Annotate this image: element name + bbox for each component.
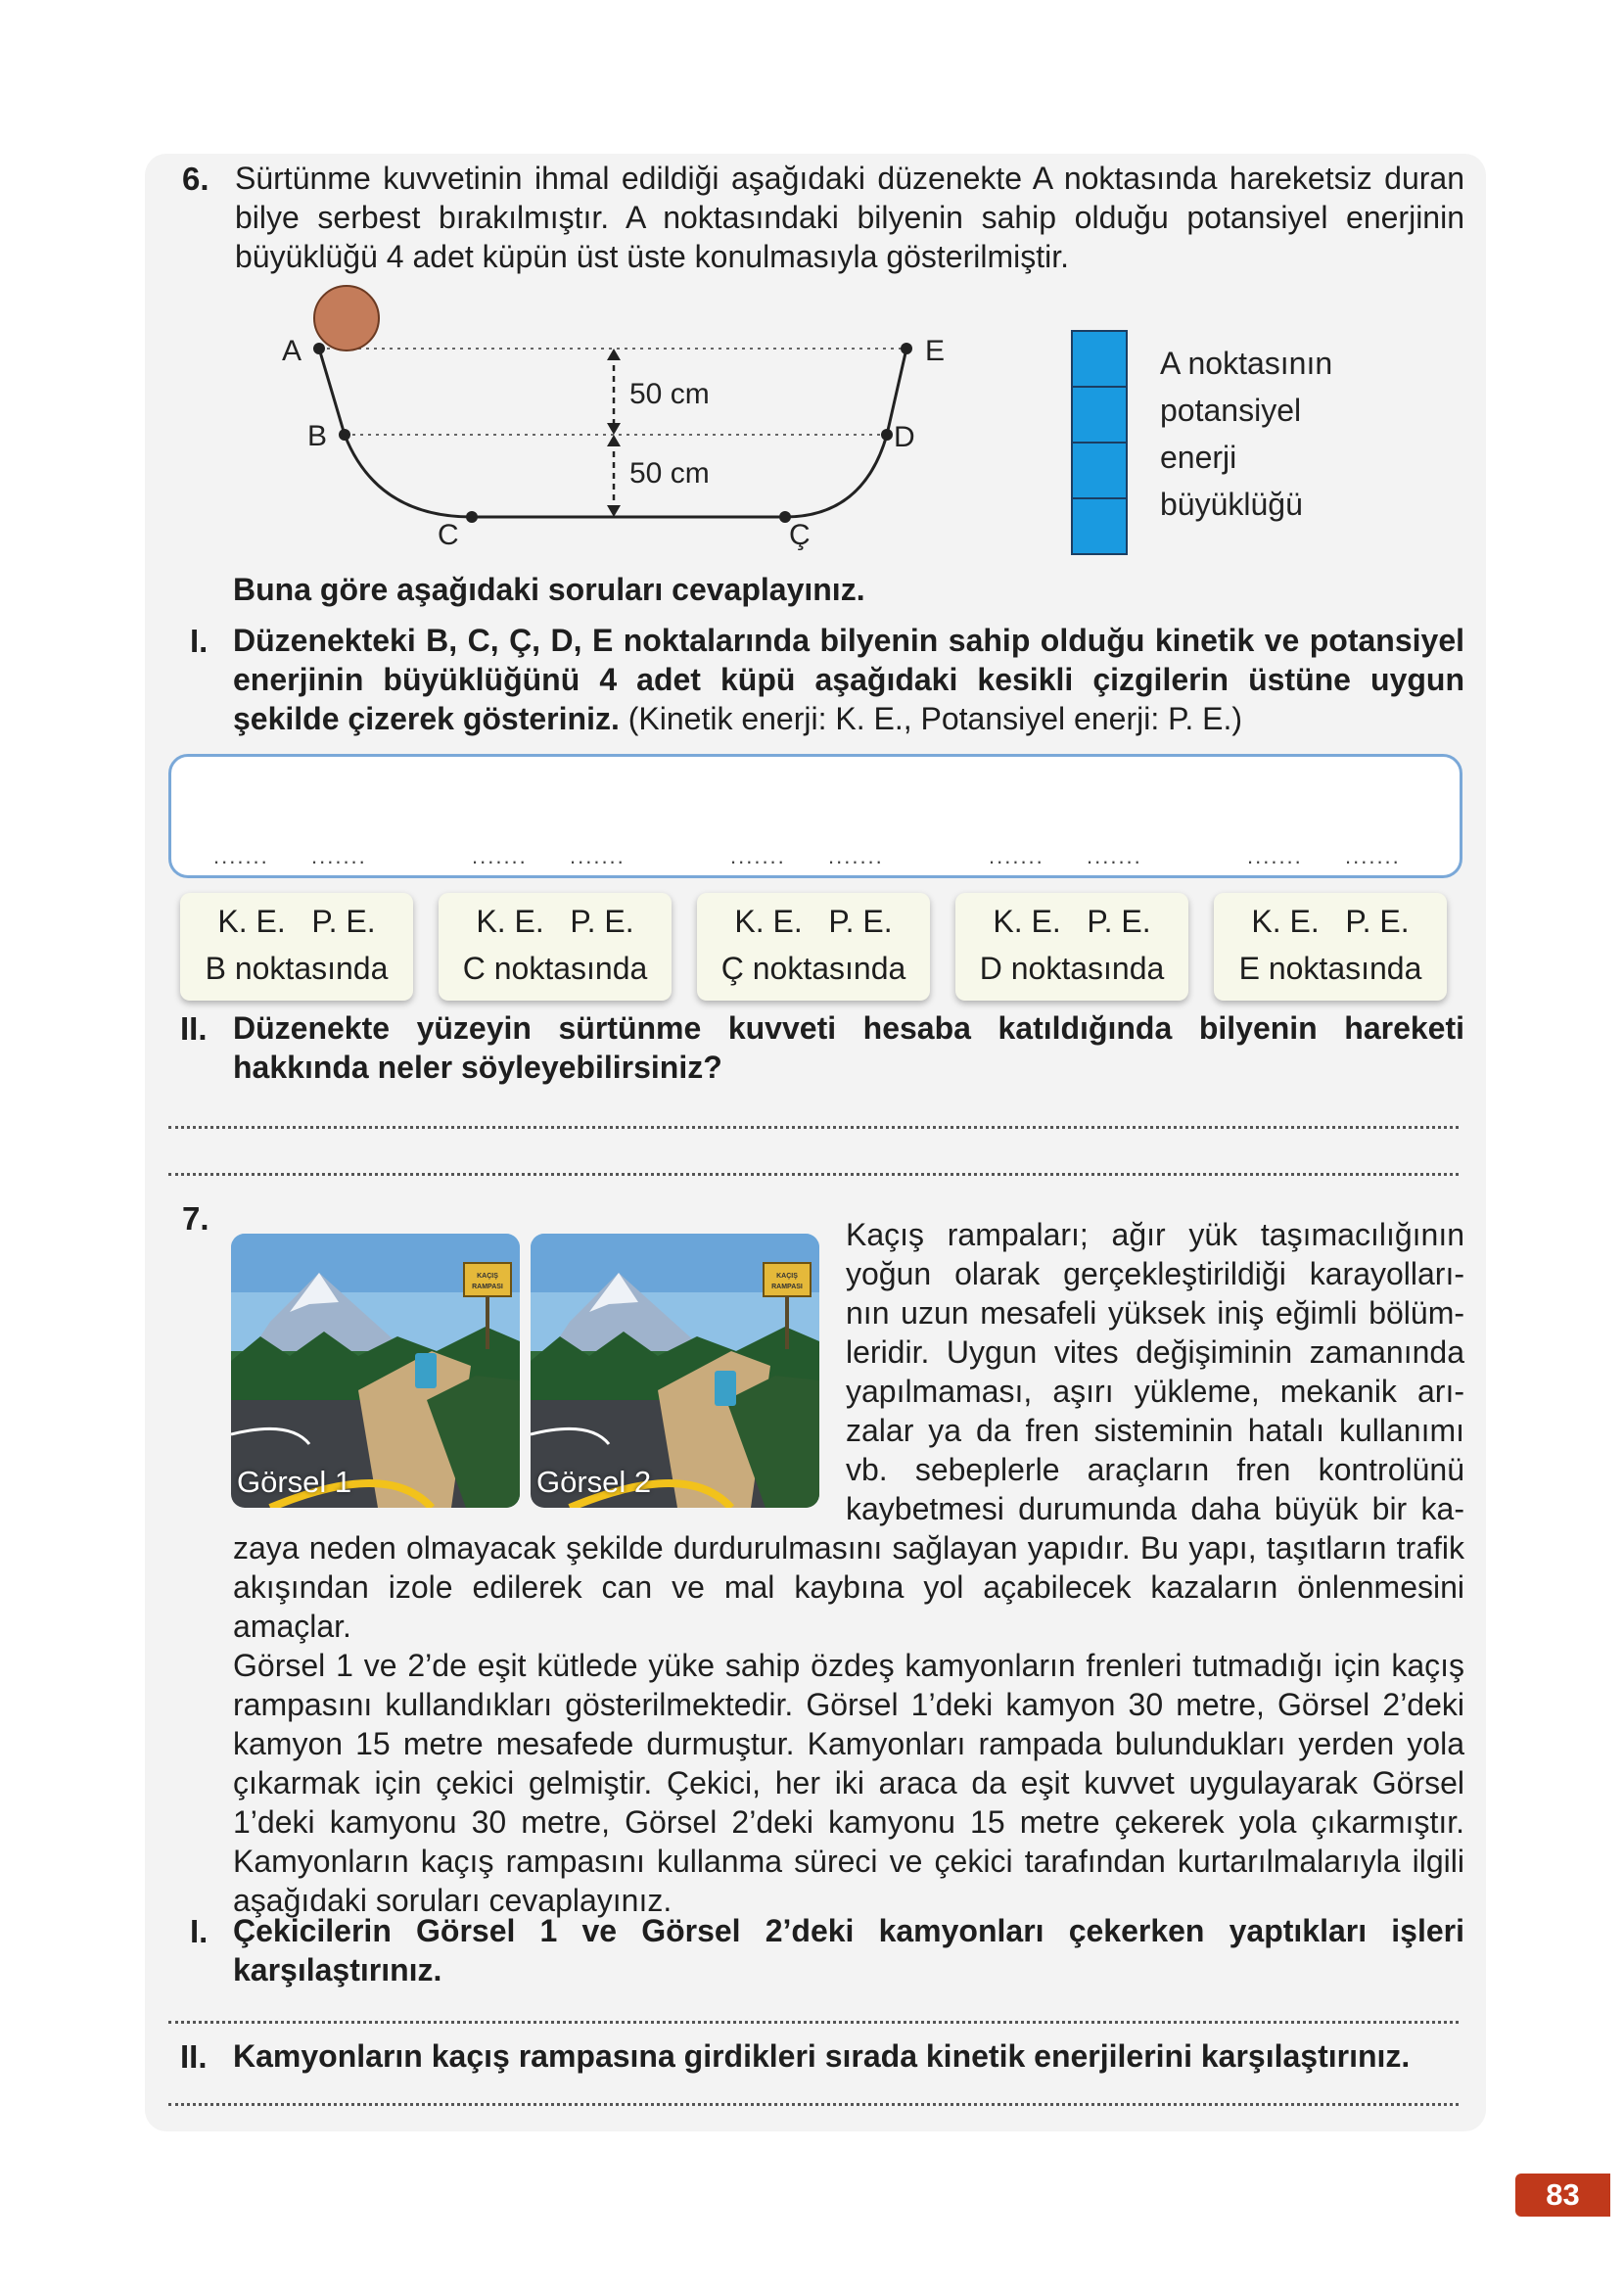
q7-paragraph-1-rest: zaya neden olmayacak şekilde durdurulmasını sağlayan yapıdır. Bu yapı, taşıtların trafik akışından izole edilerek can ve mal kaybına yol açabilecek kazaların önlenmesini amaçlar. [233, 1530, 1464, 1644]
q6-part2-text: Düzenekte yüzeyin sürtünme kuvveti hesaba katıldığında bilyenin hareketi hakkında neler söyleyebilirsiniz? [233, 1010, 1464, 1085]
answer-line-q6-1[interactable] [168, 1126, 1459, 1129]
height-label-bottom: 50 cm [629, 457, 710, 490]
card-energy-labels: K. E. P. E. [734, 904, 893, 939]
svg-text:RAMPASI: RAMPASI [771, 1284, 803, 1290]
card-point-label: D noktasında [979, 951, 1165, 986]
legend-line-4: büyüklüğü [1160, 487, 1303, 522]
card-energy-labels: K. E. P. E. [993, 904, 1151, 939]
blank-d-pe[interactable]: ....... [1087, 844, 1142, 868]
blank-cc-pe[interactable]: ....... [828, 844, 884, 868]
svg-text:KAÇIŞ: KAÇIŞ [477, 1273, 498, 1280]
question-6-prompt: Buna göre aşağıdaki soruları cevaplayınız. [233, 572, 865, 607]
height-label-top: 50 cm [629, 378, 710, 410]
q7-paragraph-2: Görsel 1 ve 2’de eşit kütlede yüke sahip özdeş kamyonların frenleri tutmadığı için kaçış rampasını kullandıkları gösterilmektedir. Görsel 1’deki kamyon 30 metre, Görsel 2’deki kamyon 15 metre mesafede durmuştur. Kamyonları rampada bulundukları yerden yola çıkarmak için çekici gelmiştir. Çekici, her iki araca da eşit kuvvet uygulayarak Görsel 1’deki kamyonu 30 metre, Görsel 2’deki kamyonu 15 metre çekerek yola çıkarmıştır. Kamyonların kaçış rampasını kullanma süreci ve çekici tarafından kurtarılmalarıyla ilgili aşağıdaki soruları cevaplayınız. [233, 1648, 1464, 1918]
card-energy-labels: K. E. P. E. [1251, 904, 1410, 939]
ball [314, 286, 379, 351]
point-label-b: B [307, 420, 328, 452]
q7-part2-numeral: II. [180, 2038, 208, 2075]
legend-line-3: enerji [1160, 440, 1237, 475]
energy-cube [1072, 387, 1127, 443]
energy-card-c [439, 893, 672, 1001]
svg-text:KAÇIŞ: KAÇIŞ [776, 1273, 798, 1280]
blank-c-ke[interactable]: ....... [472, 844, 528, 868]
track-diagram [0, 0, 1624, 587]
blank-b-ke[interactable]: ....... [213, 844, 269, 868]
card-energy-labels: K. E. P. E. [476, 904, 634, 939]
card-point-label: B noktasında [205, 951, 389, 986]
legend-line-2: potansiyel [1160, 393, 1302, 428]
point-label-d: D [894, 421, 915, 453]
photo-label: Görsel 2 [536, 1465, 652, 1499]
legend-line-1: A noktasının [1160, 346, 1333, 381]
energy-cube [1072, 331, 1127, 387]
card-point-label: C noktasında [462, 951, 648, 986]
side-line: Kaçış rampaları; ağır yük taşımacılığının [846, 1217, 1464, 1252]
energy-card-e [1214, 893, 1447, 1001]
blank-d-ke[interactable]: ....... [989, 844, 1044, 868]
q7-part1-numeral: I. [190, 1913, 209, 1949]
photo-label: Görsel 1 [237, 1465, 352, 1499]
photo-gorsel-2 [531, 1234, 819, 1508]
energy-card-c-cedilla [697, 893, 930, 1001]
blank-e-pe[interactable]: ....... [1345, 844, 1401, 868]
side-line: leridir. Uygun vites değişiminin zamanında [846, 1334, 1464, 1370]
answer-line-q7-1[interactable] [168, 2021, 1459, 2024]
point-label-e: E [925, 335, 946, 367]
q7-part1-text: Çekicilerin Görsel 1 ve Görsel 2’deki kamyonları çekerken yaptıkları işleri karşılaştırınız. [233, 1913, 1464, 1987]
blank-e-ke[interactable]: ....... [1247, 844, 1303, 868]
side-line: zalar ya da fren sisteminin hatalı kullanımı [846, 1413, 1464, 1448]
side-line: yapılmaması, aşırı yükleme, mekanik arı- [846, 1374, 1464, 1409]
blank-cc-ke[interactable]: ....... [730, 844, 786, 868]
q6-part2-numeral: II. [180, 1010, 208, 1047]
svg-text:RAMPASI: RAMPASI [472, 1284, 503, 1290]
card-point-label: Ç noktasında [720, 951, 906, 986]
side-line: kaybetmesi durumunda daha büyük bir ka- [846, 1491, 1464, 1526]
q7-side-text [846, 1215, 1464, 1528]
question-6-number: 6. [182, 161, 209, 197]
answer-line-q7-2[interactable] [168, 2103, 1459, 2106]
energy-cube [1072, 443, 1127, 498]
photo-gorsel-1 [231, 1234, 520, 1508]
question-7-number: 7. [182, 1200, 209, 1237]
energy-card-d [955, 893, 1188, 1001]
side-line: yoğun olarak gerçekleştirildiği karayolları- [846, 1256, 1464, 1291]
page-number-badge: 83 [1515, 2174, 1610, 2217]
point-label-a: A [282, 335, 302, 367]
point-label-c-cedilla: Ç [789, 519, 811, 551]
blank-b-pe[interactable]: ....... [311, 844, 367, 868]
q6-part1-numeral: I. [190, 623, 209, 659]
answer-line-q6-2[interactable] [168, 1173, 1459, 1176]
question-6-intro: Sürtünme kuvvetinin ihmal edildiği aşağıdaki düzenekte A noktasında hareketsiz duran bilye serbest bırakılmıştır. A noktasındaki bilyenin sahip olduğu potansiyel enerjinin büyüklüğü 4 adet küpün üst üste konulmasıyla gösterilmiştir. [235, 161, 1464, 274]
q6-part1-plain: (Kinetik enerji: K. E., Potansiyel enerji: P. E.) [619, 701, 1242, 736]
energy-cube-stack [1072, 331, 1127, 554]
card-energy-labels: K. E. P. E. [217, 904, 376, 939]
side-line: vb. sebeplerle araçların fren kontrolünü [846, 1452, 1464, 1487]
q6-part1-text [233, 621, 1464, 738]
point-label-c: C [438, 519, 459, 551]
energy-card-b [180, 893, 413, 1001]
card-point-label: E noktasında [1238, 951, 1422, 986]
side-line: nın uzun mesafeli yüksek iniş eğimli bölüm- [846, 1295, 1464, 1331]
energy-cube [1072, 498, 1127, 554]
q6-part1-bold: Düzenekteki B, C, Ç, D, E noktalarında bilyenin sahip olduğu kinetik ve potansiyel enerjinin büyüklüğünü 4 adet küpü aşağıdaki kesikli çizgilerin üstüne uygun şekilde çizerek gösteriniz. [233, 623, 1464, 736]
q7-part2-text: Kamyonların kaçış rampasına girdikleri sırada kinetik enerjilerini karşılaştırınız. [233, 2038, 1411, 2074]
cube-legend [1160, 346, 1332, 522]
blank-c-pe[interactable]: ....... [570, 844, 626, 868]
